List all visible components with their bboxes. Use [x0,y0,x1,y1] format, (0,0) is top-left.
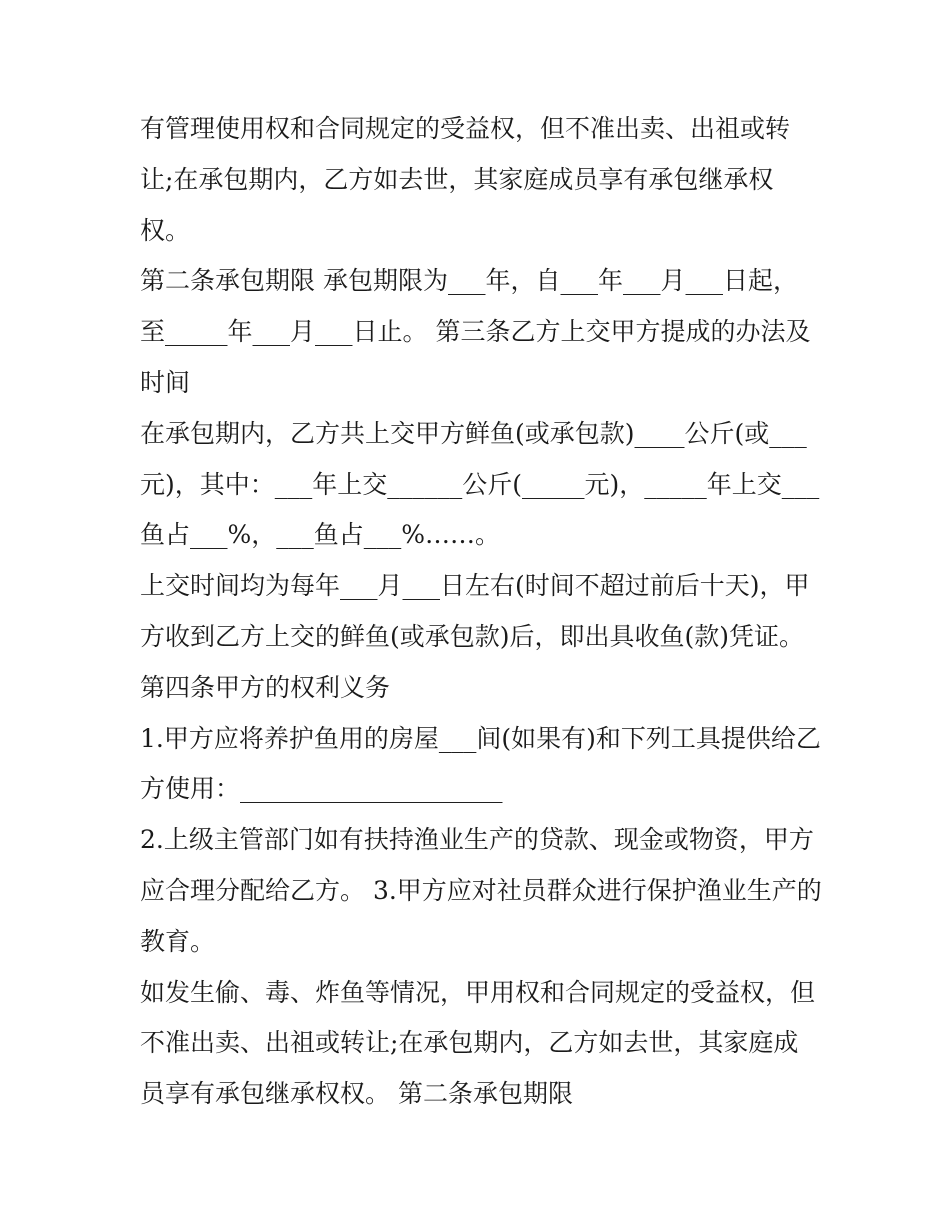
text-line: 时间 [140,367,191,397]
text-line: 在承包期内，乙方共上交甲方鲜鱼(或承包款)____公斤(或___ [140,418,807,448]
text-line: 上交时间均为每年___月___日左右(时间不超过前后十天)，甲 [140,571,810,601]
text-line: 员享有承包继承权权。 第二条承包期限 [140,1079,573,1109]
text-line: 权。 [140,215,191,245]
text-line: 方使用：_____________________ [140,774,503,804]
text-line: 有管理使用权和合同规定的受益权，但不准出卖、出祖或转 [140,114,791,143]
text-line: 如发生偷、毒、炸鱼等情况，甲用权和合同规定的受益权，但 [140,977,816,1007]
text-line: 让;在承包期内，乙方如去世，其家庭成员享有承包继承权 [140,164,774,194]
text-line: 教育。 [140,926,216,956]
text-line: 元)，其中：___年上交______公斤(_____元)，_____年上交___ [140,469,820,499]
text-line: 鱼占___%，___鱼占___%……。 [140,520,501,550]
text-line: 方收到乙方上交的鲜鱼(或承包款)后，即出具收鱼(款)凭证。 [140,621,805,651]
section-heading: 第四条甲方的权利义务 [140,672,391,702]
text-line: 不准出卖、出祖或转让;在承包期内，乙方如去世，其家庭成 [140,1028,799,1058]
text-line: 至_____年___月___日止。 第三条乙方上交甲方提成的办法及 [140,317,811,347]
text-line: 1.甲方应将养护鱼用的房屋___间(如果有)和下列工具提供给乙 [140,723,821,753]
document-page [140,104,820,1120]
text-line: 2.上级主管部门如有扶持渔业生产的贷款、现金或物资，甲方 [140,825,814,855]
text-line: 第二条承包期限 承包期限为___年，自___年___月___日起， [140,266,798,296]
text-line: 应合理分配给乙方。 3.甲方应对社员群众进行保护渔业生产的 [140,875,822,905]
